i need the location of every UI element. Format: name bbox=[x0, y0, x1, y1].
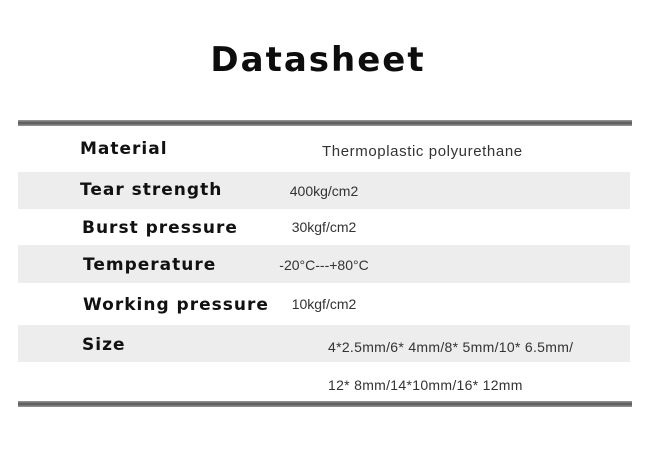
row-tear-strength bbox=[18, 172, 630, 209]
tear-strength-value: 400kg/cm2 bbox=[289, 183, 359, 199]
temperature-value: -20°C---+80°C bbox=[279, 257, 369, 273]
burst-pressure-label: Burst pressure bbox=[82, 218, 238, 238]
row-working-pressure bbox=[18, 283, 630, 325]
material-label: Material bbox=[80, 139, 168, 159]
temperature-label: Temperature bbox=[83, 255, 217, 275]
working-pressure-label: Working pressure bbox=[83, 295, 269, 315]
row-burst-pressure bbox=[18, 209, 630, 245]
datasheet-title: Datasheet bbox=[210, 40, 426, 80]
size-value-continued: 12* 8mm/14*10mm/16* 12mm bbox=[328, 377, 523, 393]
working-pressure-value: 10kgf/cm2 bbox=[291, 296, 357, 312]
size-value: 4*2.5mm/6* 4mm/8* 5mm/10* 6.5mm/ bbox=[328, 339, 574, 355]
row-size-continued bbox=[18, 362, 630, 401]
row-material bbox=[18, 128, 630, 172]
tear-strength-label: Tear strength bbox=[80, 180, 223, 200]
burst-pressure-value: 30kgf/cm2 bbox=[291, 219, 357, 235]
row-temperature bbox=[18, 245, 630, 283]
material-value: Thermoplastic polyurethane bbox=[322, 143, 523, 160]
top-rule bbox=[18, 120, 632, 126]
size-label: Size bbox=[82, 335, 126, 355]
bottom-rule bbox=[18, 401, 632, 407]
row-size bbox=[18, 325, 630, 362]
